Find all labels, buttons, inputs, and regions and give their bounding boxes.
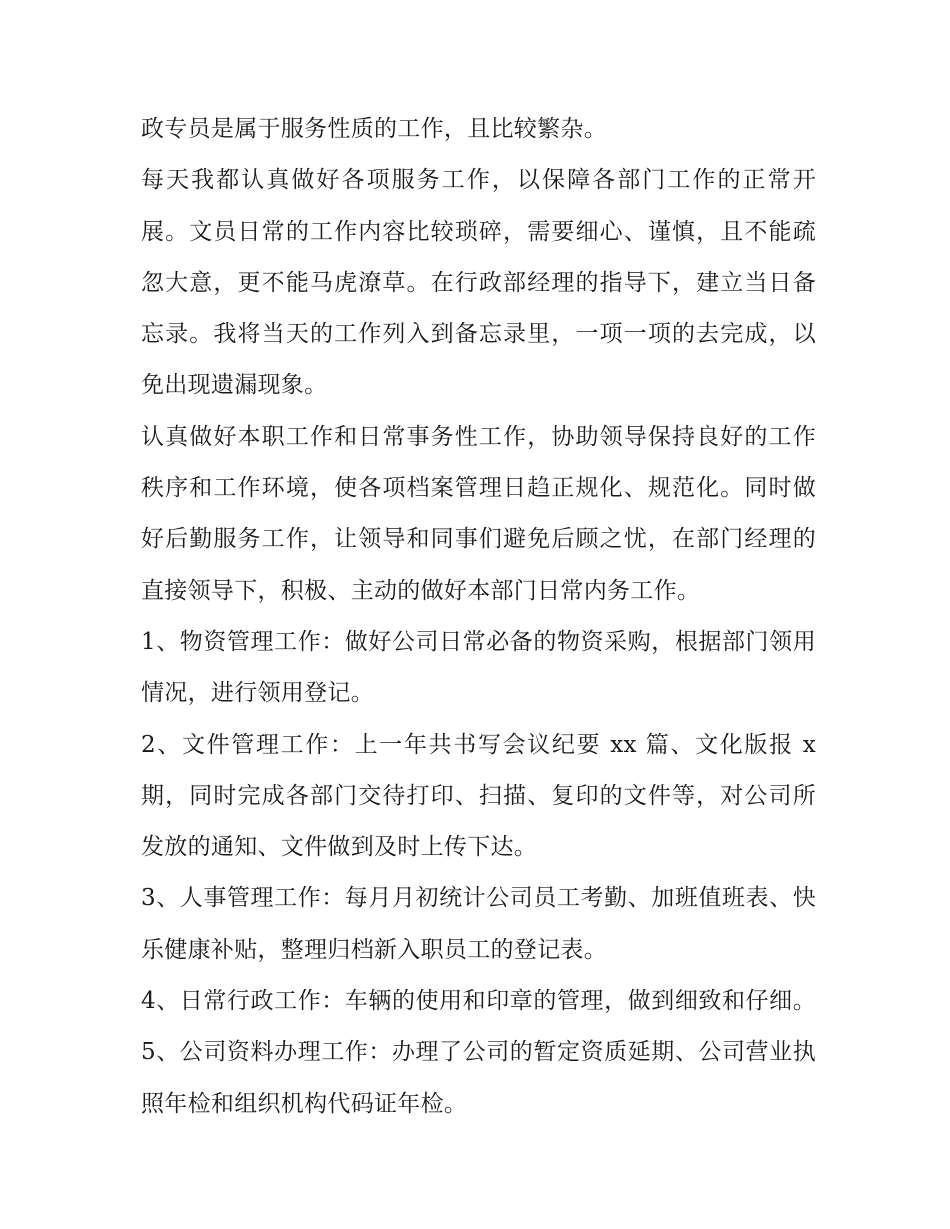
paragraph-daily-service: 每天我都认真做好各项服务工作，以保障各部门工作的正常开展。文员日常的工作内容比较琐碎，需要细心、谨慎，且不能疏忽大意，更不能马虎潦草。在行政部经理的指导下，建立当日备忘录。我将当天的工作列入到备忘录里，一项一项的去完成，以免出现遗漏现象。	[141, 167, 816, 399]
list-item-materials: 1、物资管理工作：做好公司日常必备的物资采购，根据部门领用情况，进行领用登记。	[141, 628, 816, 707]
paragraph-intro: 政专员是属于服务性质的工作，且比较繁杂。	[141, 116, 607, 142]
list-item-admin: 4、日常行政工作：车辆的使用和印章的管理，做到细致和仔细。 5、公司资料办理工作：办理了公司的暂定资质延期、公司营业执照年检和组织机构代码证年检。	[141, 988, 816, 1117]
document-body	[141, 104, 816, 1130]
list-item-documents: 2、文件管理工作：上一年共书写会议纪要 xx 篇、文化版报 x 期，同时完成各部门交待打印、扫描、复印的文件等，对公司所发放的通知、文件做到及时上传下达。	[141, 731, 816, 861]
list-item-personnel: 3、人事管理工作：每月月初统计公司员工考勤、加班值班表、快乐健康补贴，整理归档新入职员工的登记表。	[141, 885, 816, 963]
paragraph-duties: 认真做好本职工作和日常事务性工作，协助领导保持良好的工作秩序和工作环境，使各项档案管理日趋正规化、规范化。同时做好后勤服务工作，让领导和同事们避免后顾之忧，在部门经理的直接领导下，积极、主动的做好本部门日常内务工作。	[141, 423, 816, 604]
